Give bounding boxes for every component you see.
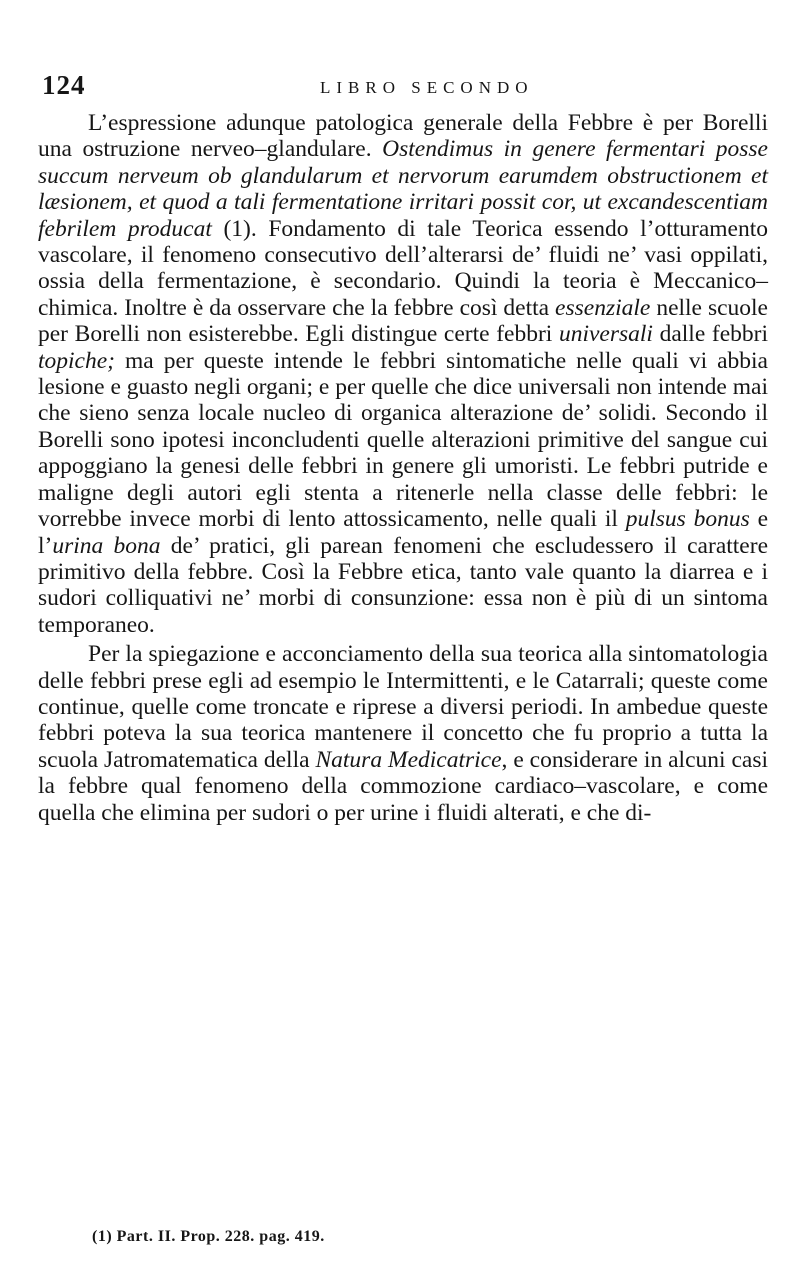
text-run: ma per queste intende le febbri sintomatiche nelle quali vi abbia lesione e guasto negli organi; e per quelle che dice universali non intende mai che sieno senza locale nucleo di organica alterazione de’ solidi. Secondo il Borelli sono ipotesi inconcludenti quelle alterazioni primitive del sangue cui appoggiano la genesi delle febbri in genere gli umoristi. Le febbri putride e maligne degli autori egli stenta a ritenerle nella classe delle febbri: le vorrebbe invece morbi di lento attossicamento, nelle quali il <box>38 347 768 533</box>
text-run: , e considerare in alcuni casi la febbre qual fenomeno della commozione cardiaco–vascolare, e come quella che elimina per sudori o per urine i fluidi alterati, e che di- <box>38 746 768 826</box>
text-run: e l’ <box>38 506 769 559</box>
text-run: de’ pratici, gli parean fenomeni che escludessero il carattere primitivo della febbre. Così la Febbre etica, tanto vale quanto la diarrea e i sudori colliquativi ne’ morbi di consunzione: essa non è più di un sintoma temporaneo. <box>38 532 768 638</box>
paragraph <box>38 641 768 826</box>
italic-text: essenziale <box>555 294 651 321</box>
text-run: (1). Fondamento di tale Teorica essendo l’otturamento vascolare, il fenomeno consecutivo dell’alterarsi de’ fluidi ne’ vasi oppilati, ossia della fermentazione, è secondario. Quindi la teoria è Meccanico–chimica. Inoltre è da osservare che la febbre così detta <box>38 215 768 321</box>
text-run: dalle febbri <box>652 321 768 348</box>
italic-text: universali <box>558 321 653 348</box>
text-run: L’espressione adunque patologica generale della Febbre è per Borelli una ostruzione nerveo–glandulare. <box>38 110 768 163</box>
italic-text: topiche; <box>38 347 115 374</box>
italic-text: Ostendimus in genere fermentari posse succum nerveum ob glandularum et nervorum earumdem obstructionem et læsionem, et quod a tali fermentatione irritari possit cor, ut excandescentiam febrilem producat <box>38 136 768 242</box>
italic-text: urina bona <box>52 532 161 559</box>
running-head <box>40 70 760 104</box>
text-run: Per la spiegazione e acconciamento della sua teorica alla sintomatologia delle febbri prese egli ad esempio le Intermittenti, e le Catarrali; queste come continue, quelle come troncate e riprese a diversi periodi. In ambedue queste febbri poteva la sua teorica mantenere il concetto che fu proprio a tutta la scuola Jatromatematica della <box>38 641 768 773</box>
page-number: 124 <box>42 70 86 100</box>
text-run: nelle scuole per Borelli non esisterebbe. Egli distingue certe febbri <box>38 294 768 348</box>
body-text <box>38 110 768 826</box>
running-title: LIBRO SECONDO <box>320 78 534 97</box>
paragraph <box>38 110 768 638</box>
footnote: (1) Part. II. Prop. 228. pag. 419. <box>92 1228 325 1245</box>
italic-text: pulsus bonus <box>625 506 750 533</box>
italic-text: Natura Medicatrice <box>315 746 502 773</box>
